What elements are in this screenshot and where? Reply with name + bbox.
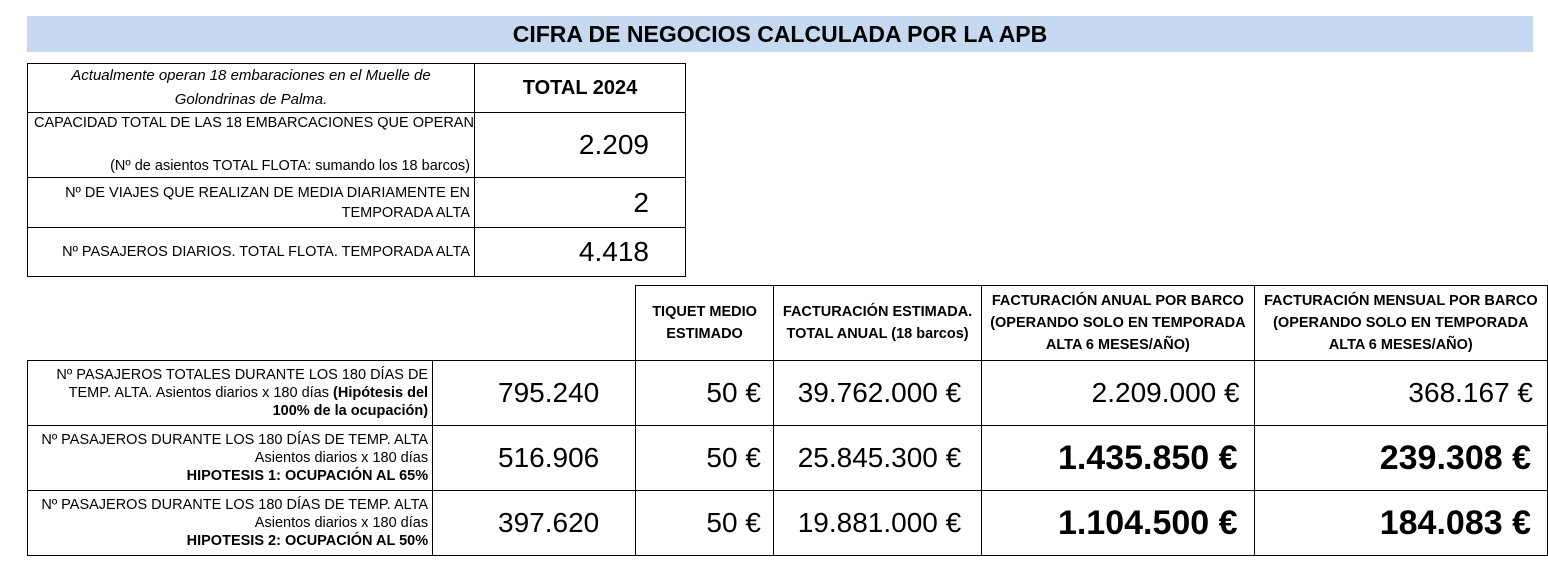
table-row [28,361,1548,426]
monthly-per-boat-value: 368.167 € [1254,361,1547,426]
annual-total-header: FACTURACIÓN ESTIMADA. TOTAL ANUAL (18 barcos) [773,286,981,361]
annual-per-boat-value: 1.435.850 € [982,426,1254,491]
total-year-header: TOTAL 2024 [475,64,686,113]
trips-label: Nº DE VIAJES QUE REALIZAN DE MEDIA DIARIAMENTE EN TEMPORADA ALTA [28,178,475,228]
row-label-line: Asientos diarios x 180 días [254,515,429,531]
daily-passengers-value: 4.418 [475,228,686,277]
passengers-value: 795.240 [433,361,636,426]
row-label-line: Nº PASAJEROS DURANTE LOS 180 DÍAS DE TEMP. ALTA [41,432,429,448]
capacity-value: 2.209 [475,113,686,178]
row-hypothesis: (Hipótesis del 100% de la ocupación) [272,385,429,419]
capacity-label: CAPACIDAD TOTAL DE LAS 18 EMBARCACIONES QUE OPERAN [34,115,474,131]
annual-per-boat-value: 2.209.000 € [982,361,1254,426]
blank-header-cell [433,286,636,361]
annual-total-value: 19.881.000 € [773,491,981,556]
row-hypothesis: HIPOTESIS 1: OCUPACIÓN AL 65% [186,468,429,484]
capacity-row [28,113,686,178]
intro-text: Actualmente operan 18 embaraciones en el Muelle de Golondrinas de Palma. [28,64,475,113]
row-label [28,426,433,491]
daily-passengers-row [28,228,686,277]
ticket-value: 50 € [636,426,774,491]
trips-row [28,178,686,228]
monthly-per-boat-value: 184.083 € [1254,491,1547,556]
annual-total-value: 39.762.000 € [773,361,981,426]
revenue-table [27,285,1548,556]
row-label-text: Nº PASAJEROS TOTALES DURANTE LOS 180 DÍAS DE TEMP. ALTA. Asientos diarios x 180 días [56,367,429,401]
summary-table [27,63,686,277]
passengers-value: 397.620 [433,491,636,556]
blank-header-cell [28,286,433,361]
table-row [28,491,1548,556]
table-row [28,426,1548,491]
capacity-label-cell [28,113,475,178]
page-title: CIFRA DE NEGOCIOS CALCULADA POR LA APB [27,16,1533,52]
revenue-header-row [28,286,1548,361]
monthly-per-boat-header: FACTURACIÓN MENSUAL POR BARCO (OPERANDO SOLO EN TEMPORADA ALTA 6 MESES/AÑO) [1254,286,1547,361]
row-label [28,361,433,426]
row-label-line: Nº PASAJEROS DURANTE LOS 180 DÍAS DE TEMP. ALTA [41,497,429,513]
daily-passengers-label: Nº PASAJEROS DIARIOS. TOTAL FLOTA. TEMPORADA ALTA [28,228,475,277]
ticket-value: 50 € [636,491,774,556]
summary-header-row [28,64,686,113]
annual-total-value: 25.845.300 € [773,426,981,491]
passengers-value: 516.906 [433,426,636,491]
annual-per-boat-value: 1.104.500 € [982,491,1254,556]
row-hypothesis: HIPOTESIS 2: OCUPACIÓN AL 50% [186,533,429,549]
capacity-sublabel: (Nº de asientos TOTAL FLOTA: sumando los 18 barcos) [110,158,470,174]
annual-per-boat-header: FACTURACIÓN ANUAL POR BARCO (OPERANDO SOLO EN TEMPORADA ALTA 6 MESES/AÑO) [982,286,1254,361]
monthly-per-boat-value: 239.308 € [1254,426,1547,491]
row-label-line: Asientos diarios x 180 días [254,450,429,466]
row-label [28,491,433,556]
ticket-value: 50 € [636,361,774,426]
trips-value: 2 [475,178,686,228]
ticket-header: TIQUET MEDIO ESTIMADO [636,286,774,361]
